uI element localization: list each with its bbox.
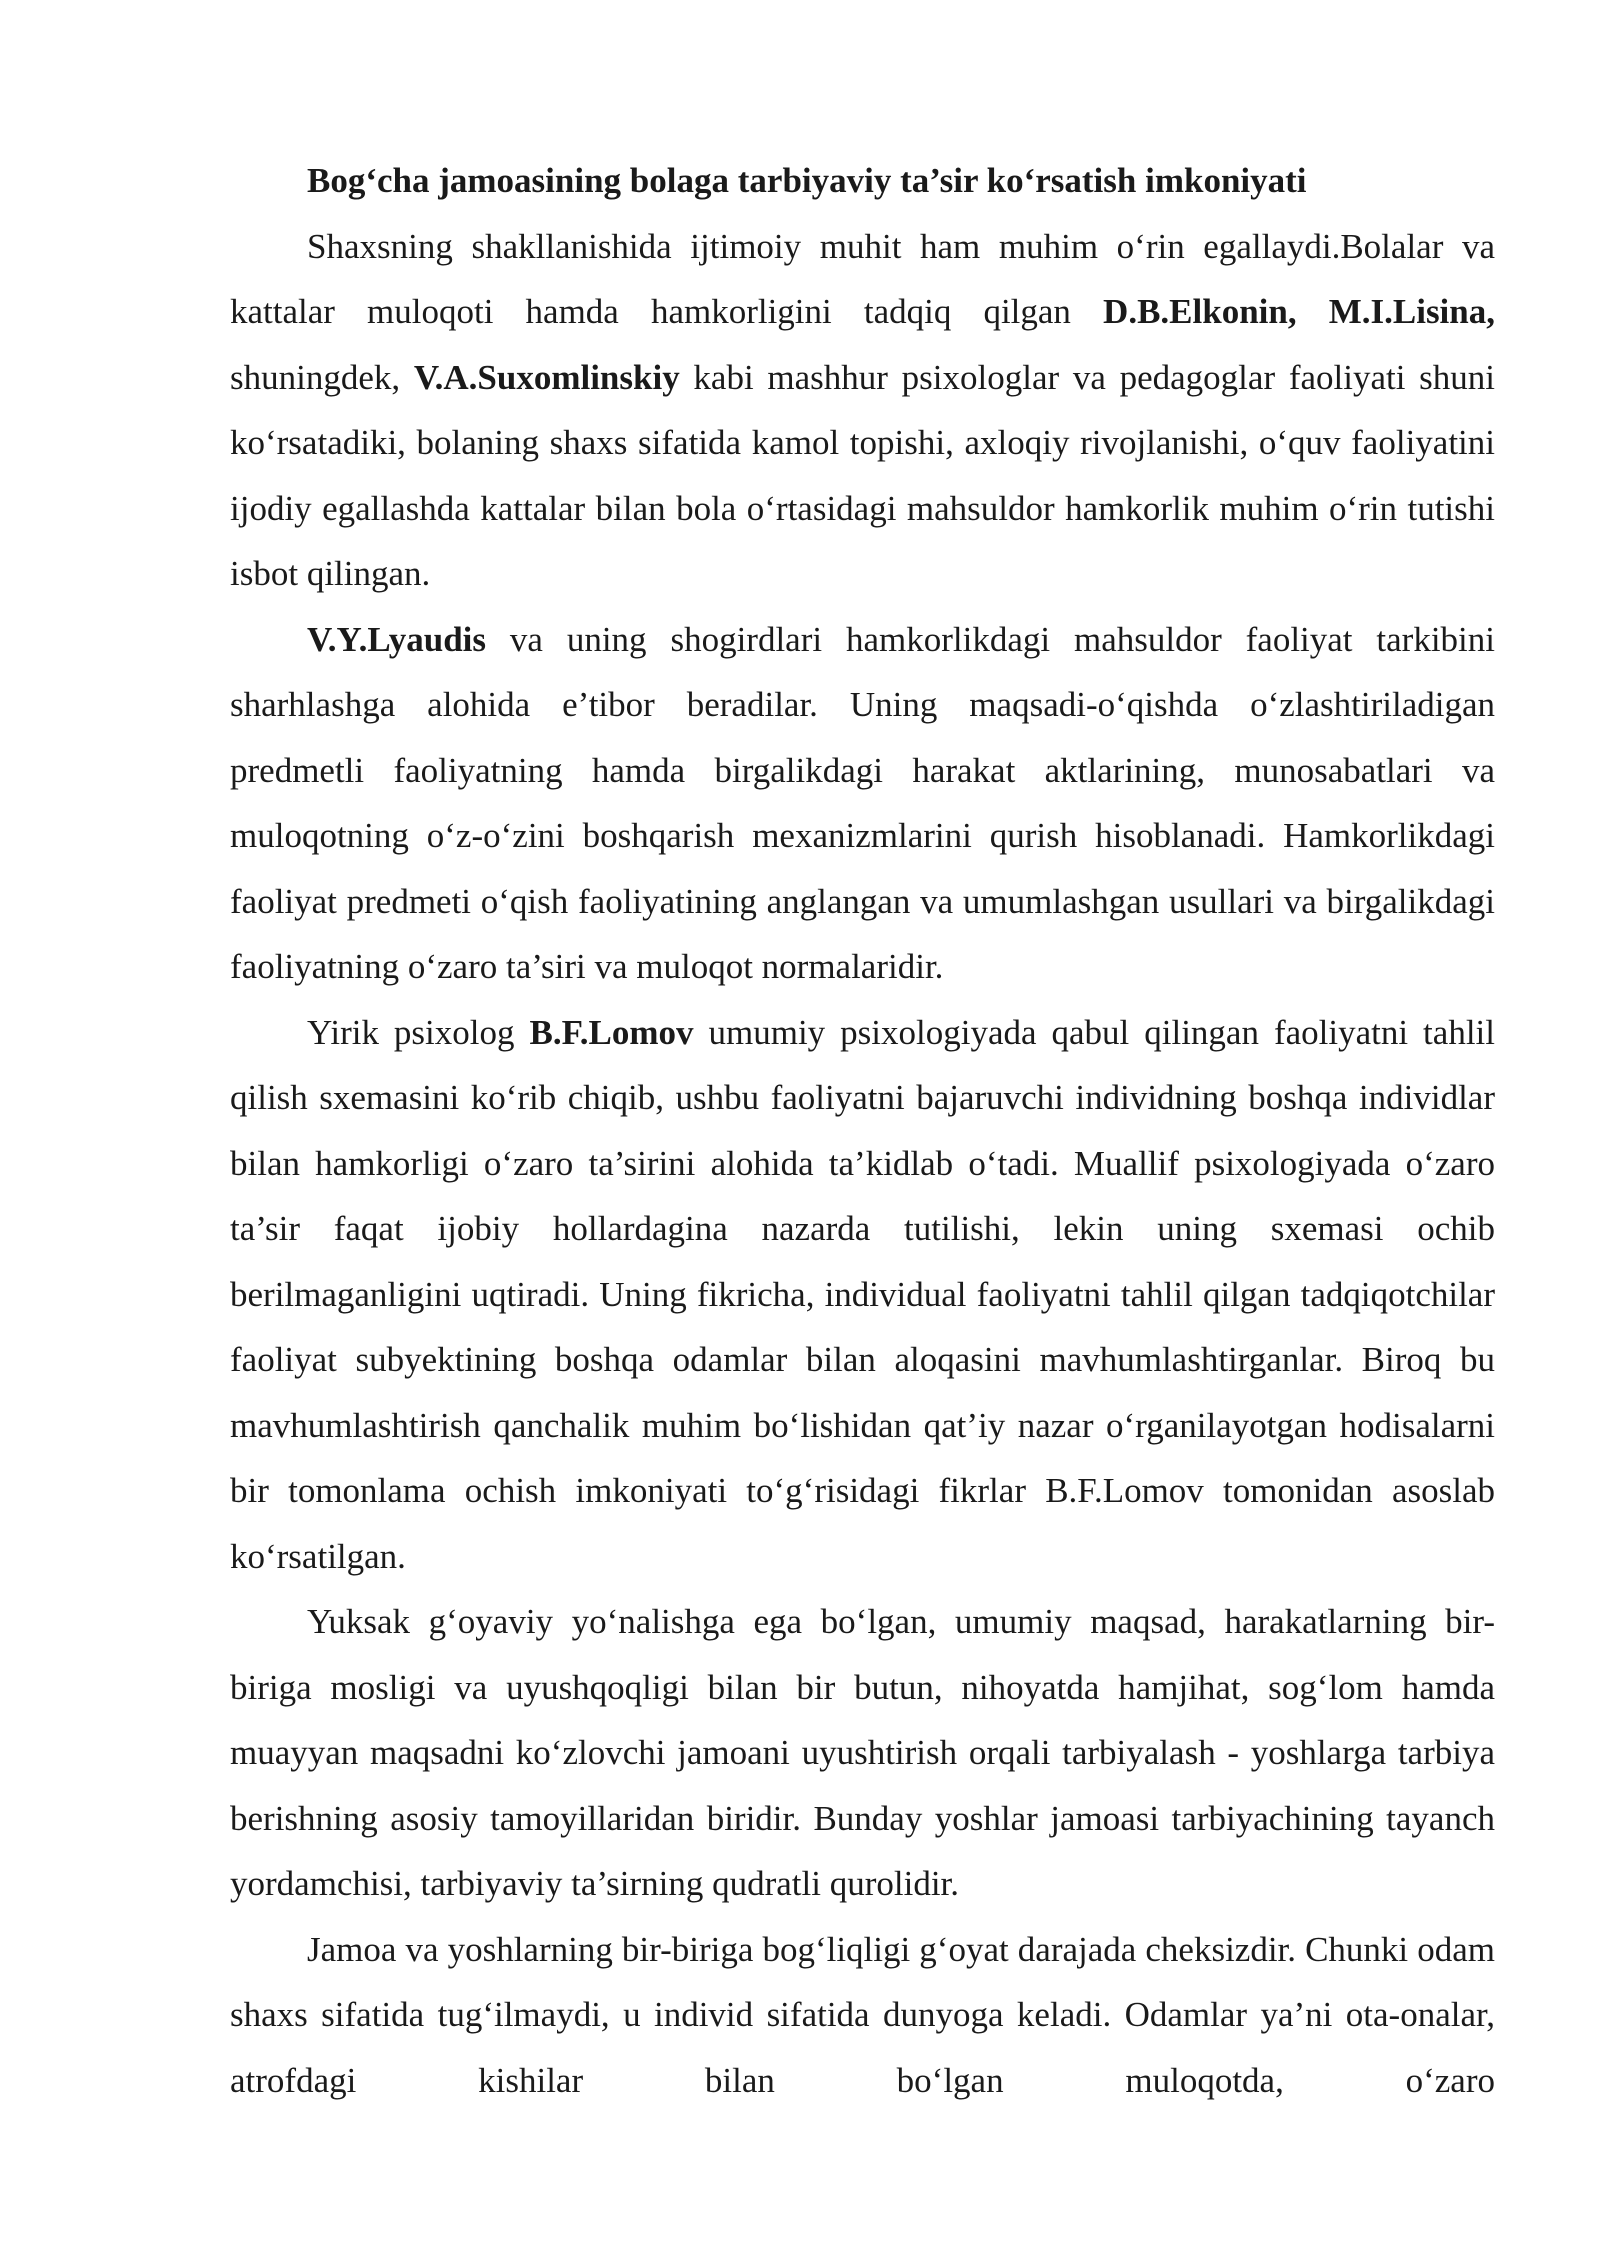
paragraph-1-bold-names: D.B.Elkonin, M.I.Lisina,	[1103, 292, 1495, 331]
paragraph-3-text-1: Yirik psixolog	[307, 1012, 530, 1052]
paragraph-5	[230, 1917, 1495, 2114]
paragraph-1-text-1: Shaxsning shakllanishida ijtimoiy muhit ham muhim o‘rin egallaydi.Bolalar va kattalar muloqoti hamda hamkorligini tadqiq qilgan	[230, 226, 1495, 331]
paragraph-3-bold-lomov: B.F.Lomov	[529, 1012, 694, 1052]
document-title: Bog‘cha jamoasining bolaga tarbiyaviy ta’sir ko‘rsatish imkoniyati	[307, 161, 1307, 200]
paragraph-1	[230, 214, 1495, 607]
paragraph-2-text-1: va uning shogirdlari hamkorlikdagi mahsuldor faoliyat tarkibini sharhlashga alohida e’tibor beradilar. Uning maqsadi-o‘qishda o‘zlashtiriladigan predmetli faoliyatning hamda birgalikdagi harakat aktlarining, munosabatlari va muloqotning o‘z-o‘zini boshqarish mexanizmlarini qurish hisoblanadi. Hamkorlikdagi faoliyat predmeti o‘qish faoliyatining anglangan va umumlashgan usullari va birgalikdagi faoliyatning o‘zaro ta’siri va muloqot normalaridir.	[230, 619, 1495, 986]
paragraph-4-text-1: Yuksak g‘oyaviy yo‘nalishga ega bo‘lgan, umumiy maqsad, harakatlarning bir-biriga mosligi va uyushqoqligi bilan bir butun, nihoyatda hamjihat, sog‘lom hamda muayyan maqsadni ko‘zlovchi jamoani uyushtirish orqali tarbiyalash - yoshlarga tarbiya berishning asosiy tamoyillaridan biridir. Bunday yoshlar jamoasi tarbiyachining tayanch yordamchisi, tarbiyaviy ta’sirning qudratli qurolidir.	[230, 1602, 1495, 1903]
paragraph-1-bold-suxomlinskiy: V.A.Suxomlinskiy	[413, 357, 680, 397]
paragraph-1-text-2: shuningdek,	[230, 357, 414, 397]
paragraph-4	[230, 1589, 1495, 1917]
paragraph-3-text-2: umumiy psixologiyada qabul qilingan faoliyatni tahlil qilish sxemasini ko‘rib chiqib, ushbu faoliyatni bajaruvchi individning boshqa individlar bilan hamkorligi o‘zaro ta’sirini alohida ta’kidlab o‘tadi. Muallif psixologiyada o‘zaro ta’sir faqat ijobiy hollardagina nazarda tutilishi, lekin uning sxemasi ochib berilmaganligini uqtiradi. Uning fikricha, individual faoliyatni tahlil qilgan tadqiqotchilar faoliyat subyektining boshqa odamlar bilan aloqasini mavhumlashtirganlar. Biroq bu mavhumlashtirish qanchalik muhim bo‘lishidan qat’iy nazar o‘rganilayotgan hodisalarni bir tomonlama ochish imkoniyati to‘g‘risidagi fikrlar B.F.Lomov tomonidan asoslab ko‘rsatilgan.	[230, 1012, 1495, 1576]
paragraph-1-text-3: kabi mashhur psixologlar va pedagoglar faoliyati shuni ko‘rsatadiki, bolaning shaxs sifatida kamol topishi, axloqiy rivojlanishi, o‘quv faoliyatini ijodiy egallashda kattalar bilan bola o‘rtasidagi mahsuldor hamkorlik muhim o‘rin tutishi isbot qilingan.	[230, 357, 1495, 593]
document-body	[230, 148, 1495, 2113]
paragraph-3	[230, 1000, 1495, 1590]
paragraph-2-bold-lyaudis: V.Y.Lyaudis	[307, 619, 487, 659]
paragraph-2	[230, 607, 1495, 1000]
paragraph-5-text-1: Jamoa va yoshlarning bir-biriga bog‘liqligi g‘oyat darajada cheksizdir. Chunki odam shaxs sifatida tug‘ilmaydi, u individ sifatida dunyoga keladi. Odamlar ya’ni ota-onalar, atrofdagi kishilar bilan bo‘lgan muloqotda, o‘zaro	[230, 1929, 1495, 2100]
